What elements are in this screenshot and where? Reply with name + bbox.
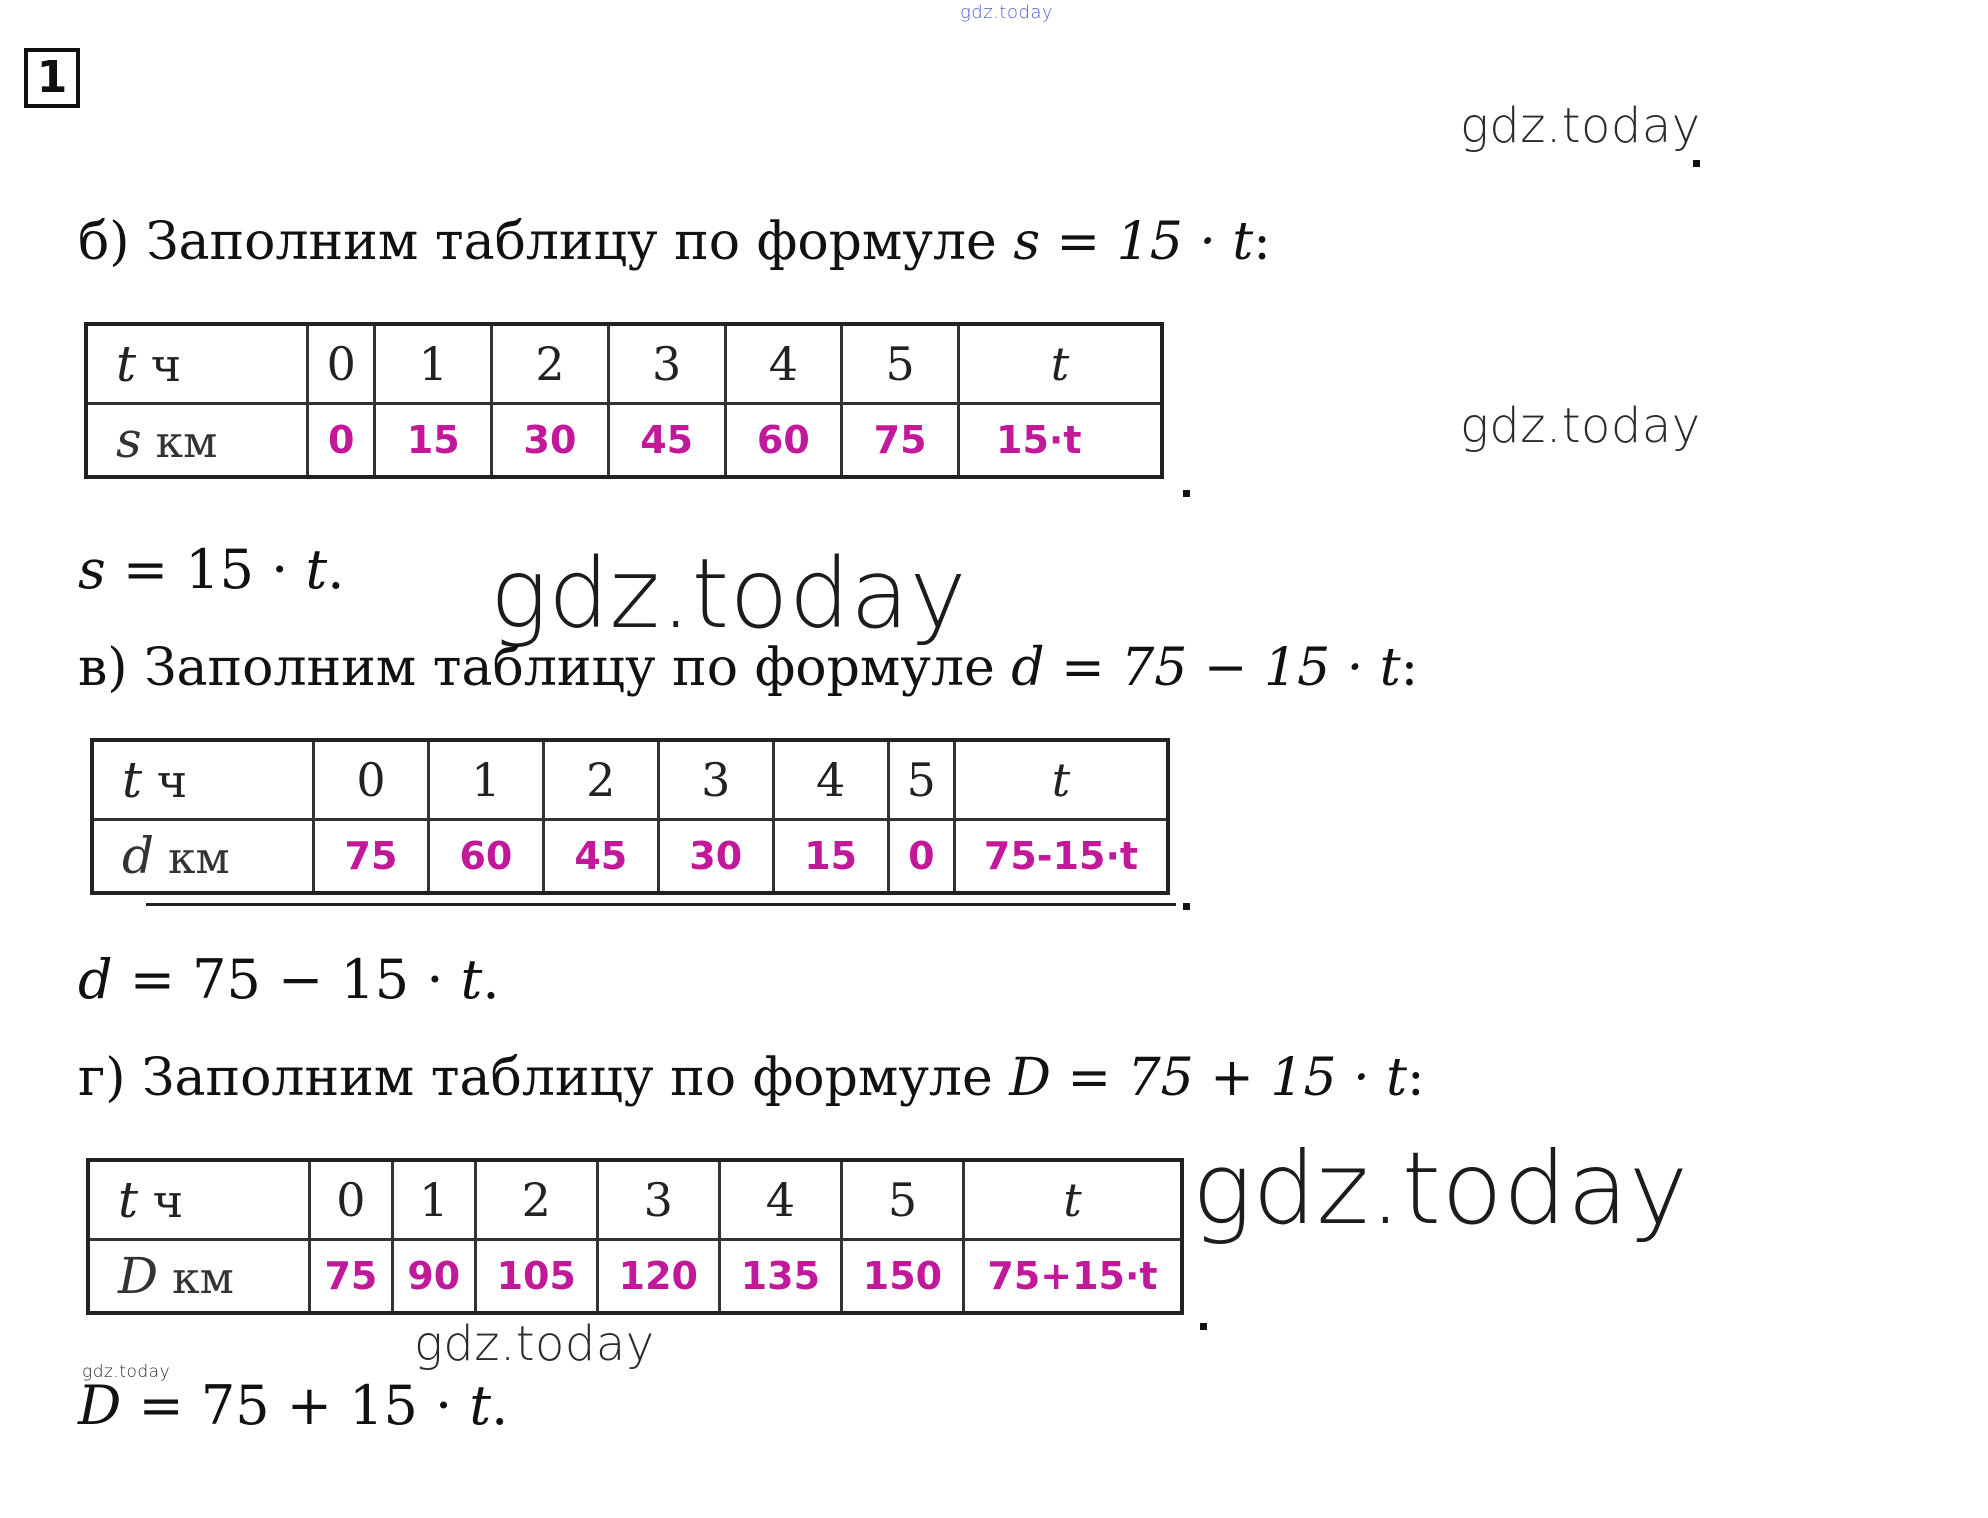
- var-t: t: [118, 1171, 139, 1229]
- watermark-big-right: gdz.today: [1192, 1130, 1689, 1247]
- table-g-label-D: [88, 1240, 310, 1314]
- formula-g-rest: = 75 + 15 ·: [121, 1374, 470, 1437]
- table-b-v5: 75: [842, 404, 959, 478]
- formula-b-var: s: [78, 538, 106, 601]
- table-v-h5: 5: [888, 740, 954, 820]
- table-g-v0: 75: [310, 1240, 393, 1314]
- table-v-v4: 15: [773, 820, 888, 894]
- table-v-label-d: [92, 820, 314, 894]
- section-g-intro: [78, 1048, 1425, 1108]
- section-b-intro-end: :: [1253, 212, 1271, 272]
- table-v-h6: t: [955, 740, 1169, 820]
- table-g-v1: 90: [392, 1240, 475, 1314]
- table-g-v2: 105: [475, 1240, 597, 1314]
- var-D: D: [118, 1247, 159, 1305]
- watermark-right-1: gdz.today: [1460, 98, 1701, 154]
- section-v-intro-end: :: [1400, 638, 1419, 698]
- table-v: [90, 738, 1170, 895]
- table-g-v5: 150: [841, 1240, 963, 1314]
- table-g-value-row: [88, 1240, 1182, 1314]
- var-d: d: [122, 827, 155, 885]
- table-g-v3: 120: [597, 1240, 719, 1314]
- table-b-h4: 4: [725, 324, 842, 404]
- table-g-end-dot: [1200, 1323, 1207, 1330]
- section-b-formula: [78, 540, 344, 600]
- table-b-header-row: [86, 324, 1162, 404]
- section-v-intro: [78, 638, 1418, 698]
- unit-km: км: [141, 417, 218, 468]
- section-g-formula: [78, 1376, 508, 1436]
- table-g-h5: 5: [841, 1160, 963, 1240]
- table-v-label-t: [92, 740, 314, 820]
- table-g: [86, 1158, 1184, 1315]
- table-b-v0: 0: [308, 404, 375, 478]
- table-v-end-dot: [1183, 903, 1190, 910]
- watermark-top: gdz.today: [960, 2, 1054, 23]
- table-g-h3: 3: [597, 1160, 719, 1240]
- table-b-h1: 1: [375, 324, 492, 404]
- table-b-h3: 3: [608, 324, 725, 404]
- table-v-v3: 30: [658, 820, 773, 894]
- table-b-v4: 60: [725, 404, 842, 478]
- table-v-h0: 0: [314, 740, 429, 820]
- table-b-v1: 15: [375, 404, 492, 478]
- formula-g-t: t: [469, 1374, 492, 1437]
- var-t: t: [122, 751, 143, 809]
- table-v-h2: 2: [543, 740, 658, 820]
- table-g-h1: 1: [392, 1160, 475, 1240]
- formula-b-t: t: [305, 538, 328, 601]
- formula-v-t: t: [460, 948, 483, 1011]
- table-g-h2: 2: [475, 1160, 597, 1240]
- table-b-h5: 5: [842, 324, 959, 404]
- unit-hours: ч: [138, 1174, 184, 1228]
- unit-km: км: [158, 1253, 234, 1304]
- section-v-formula: [78, 950, 500, 1010]
- table-g-v4: 135: [719, 1240, 841, 1314]
- watermark-mid: gdz.today: [414, 1316, 655, 1372]
- table-b-v2: 30: [492, 404, 609, 478]
- table-v-underline: [146, 903, 1176, 906]
- section-b-intro: [78, 212, 1271, 272]
- table-g-header-row: [88, 1160, 1182, 1240]
- section-v-intro-text: в) Заполним таблицу по формуле: [78, 638, 1012, 698]
- formula-v-var: d: [78, 948, 113, 1011]
- table-v-h4: 4: [773, 740, 888, 820]
- unit-hours: ч: [142, 754, 188, 808]
- table-v-v5: 0: [888, 820, 954, 894]
- section-b-intro-formula: s = 15 · t: [1013, 212, 1254, 272]
- table-v-v0: 75: [314, 820, 429, 894]
- watermark-tiny: gdz.today: [82, 1362, 171, 1382]
- table-b-end-dot: [1183, 490, 1190, 497]
- table-b-label-t: [86, 324, 308, 404]
- task-number-box: 1: [24, 48, 80, 108]
- table-b: [84, 322, 1164, 479]
- unit-hours: ч: [136, 338, 182, 392]
- table-b-h0: 0: [308, 324, 375, 404]
- table-v-value-row: [92, 820, 1168, 894]
- table-v-v6: 75-15·t: [955, 820, 1169, 894]
- section-g-intro-text: г) Заполним таблицу по формуле: [78, 1048, 1010, 1108]
- table-g-v6: 75+15·t: [964, 1240, 1183, 1314]
- section-v-intro-formula: d = 75 − 15 · t: [1011, 638, 1401, 698]
- table-b-v3: 45: [608, 404, 725, 478]
- table-g-h0: 0: [310, 1160, 393, 1240]
- table-g-h4: 4: [719, 1160, 841, 1240]
- table-g-label-t: [88, 1160, 310, 1240]
- stray-dot: [1693, 160, 1700, 167]
- var-t: t: [116, 335, 137, 393]
- watermark-big-center: gdz.today: [490, 538, 967, 650]
- formula-b-rest: = 15 ·: [105, 538, 306, 601]
- watermark-right-2: gdz.today: [1460, 398, 1701, 454]
- table-b-value-row: [86, 404, 1162, 478]
- formula-g-var: D: [78, 1374, 122, 1437]
- table-b-v6: 15·t: [959, 404, 1163, 478]
- formula-v-rest: = 75 − 15 ·: [112, 948, 461, 1011]
- table-b-h6: t: [959, 324, 1163, 404]
- formula-g-end: .: [491, 1374, 509, 1437]
- section-b-intro-text: б) Заполним таблицу по формуле: [78, 212, 1014, 272]
- table-v-v1: 60: [428, 820, 543, 894]
- unit-km: км: [154, 833, 230, 884]
- table-v-v2: 45: [543, 820, 658, 894]
- formula-b-end: .: [327, 538, 345, 601]
- table-v-h3: 3: [658, 740, 773, 820]
- table-b-label-s: [86, 404, 308, 478]
- table-g-h6: t: [964, 1160, 1183, 1240]
- section-g-intro-formula: D = 75 + 15 · t: [1009, 1048, 1408, 1108]
- formula-v-end: .: [482, 948, 500, 1011]
- table-v-h1: 1: [428, 740, 543, 820]
- section-g-intro-end: :: [1407, 1048, 1425, 1108]
- var-s: s: [116, 411, 142, 469]
- table-b-h2: 2: [492, 324, 609, 404]
- table-v-header-row: [92, 740, 1168, 820]
